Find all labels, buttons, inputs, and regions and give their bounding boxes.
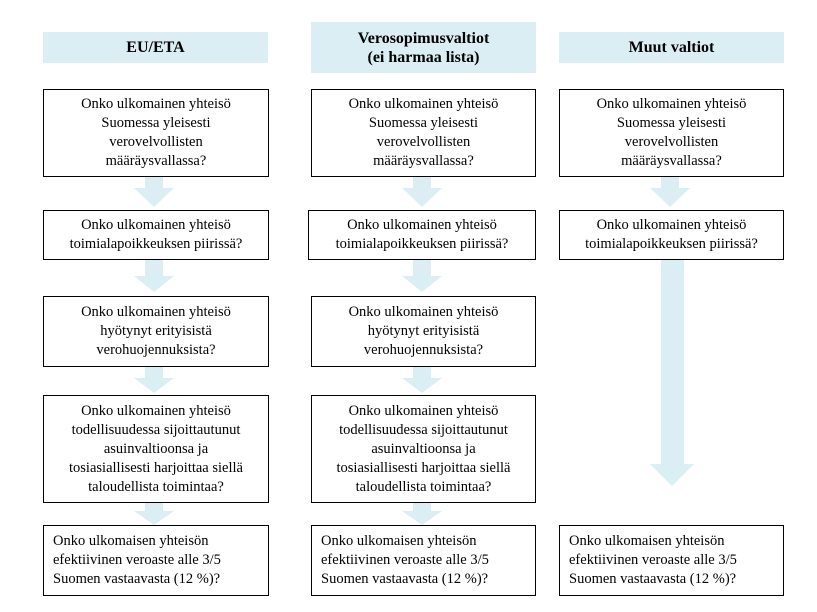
question-text: Onko ulkomaisen yhteisön efektiivinen veroaste alle 3/5 Suomen vastaavasta (12 %)?	[569, 533, 737, 587]
question-box	[311, 395, 536, 503]
down-arrow	[402, 177, 442, 207]
question-text: Onko ulkomaisen yhteisön efektiivinen veroaste alle 3/5 Suomen vastaavasta (12 %)?	[53, 533, 221, 587]
question-box	[559, 210, 784, 260]
question-text: Onko ulkomainen yhteisö Suomessa yleisesti verovelvollisten määräysvallassa?	[81, 96, 231, 169]
down-arrow	[402, 503, 442, 525]
column-header-label: Verosopimusvaltiot (ei harmaa lista)	[357, 29, 490, 66]
column-header-label: EU/ETA	[126, 39, 185, 56]
down-arrow	[134, 259, 174, 292]
question-box	[43, 89, 269, 177]
question-text: Onko ulkomainen yhteisö todellisuudessa sijoittautunut asuinvaltioonsa ja tosiasiallisesti harjoittaa siellä taloudellista toimintaa?	[69, 402, 243, 495]
question-box	[43, 210, 269, 260]
down-arrow	[134, 367, 174, 393]
down-arrow	[134, 177, 174, 207]
down-arrow	[134, 503, 174, 525]
question-box	[43, 296, 269, 367]
question-box	[311, 89, 536, 177]
down-arrow	[402, 367, 442, 393]
question-text: Onko ulkomainen yhteisö toimialapoikkeuksen piirissä?	[69, 217, 243, 252]
question-text: Onko ulkomainen yhteisö hyötynyt erityisistä verohuojennuksista?	[81, 304, 231, 358]
question-text: Onko ulkomainen yhteisö toimialapoikkeuksen piirissä?	[585, 217, 758, 252]
question-box	[559, 89, 784, 177]
column-header-label: Muut valtiot	[628, 39, 715, 56]
question-box	[43, 395, 269, 503]
question-text: Onko ulkomainen yhteisö Suomessa yleisesti verovelvollisten määräysvallassa?	[596, 96, 747, 169]
question-box	[559, 525, 784, 596]
question-text: Onko ulkomainen yhteisö hyötynyt erityisistä verohuojennuksista?	[348, 304, 499, 358]
question-text: Onko ulkomainen yhteisö todellisuudessa sijoittautunut asuinvaltioonsa ja tosiasiallisesti harjoittaa siellä taloudellista toimintaa?	[336, 402, 511, 495]
long-down-arrow	[650, 259, 694, 486]
question-text: Onko ulkomainen yhteisö Suomessa yleisesti verovelvollisten määräysvallassa?	[348, 96, 499, 169]
question-text: Onko ulkomainen yhteisö toimialapoikkeuksen piirissä?	[335, 217, 509, 252]
question-box	[43, 525, 269, 596]
down-arrow	[650, 177, 690, 207]
question-box	[311, 525, 536, 596]
down-arrow	[402, 259, 442, 292]
question-box	[311, 296, 536, 367]
question-text: Onko ulkomaisen yhteisön efektiivinen veroaste alle 3/5 Suomen vastaavasta (12 %)?	[321, 533, 489, 587]
question-box	[308, 210, 536, 260]
